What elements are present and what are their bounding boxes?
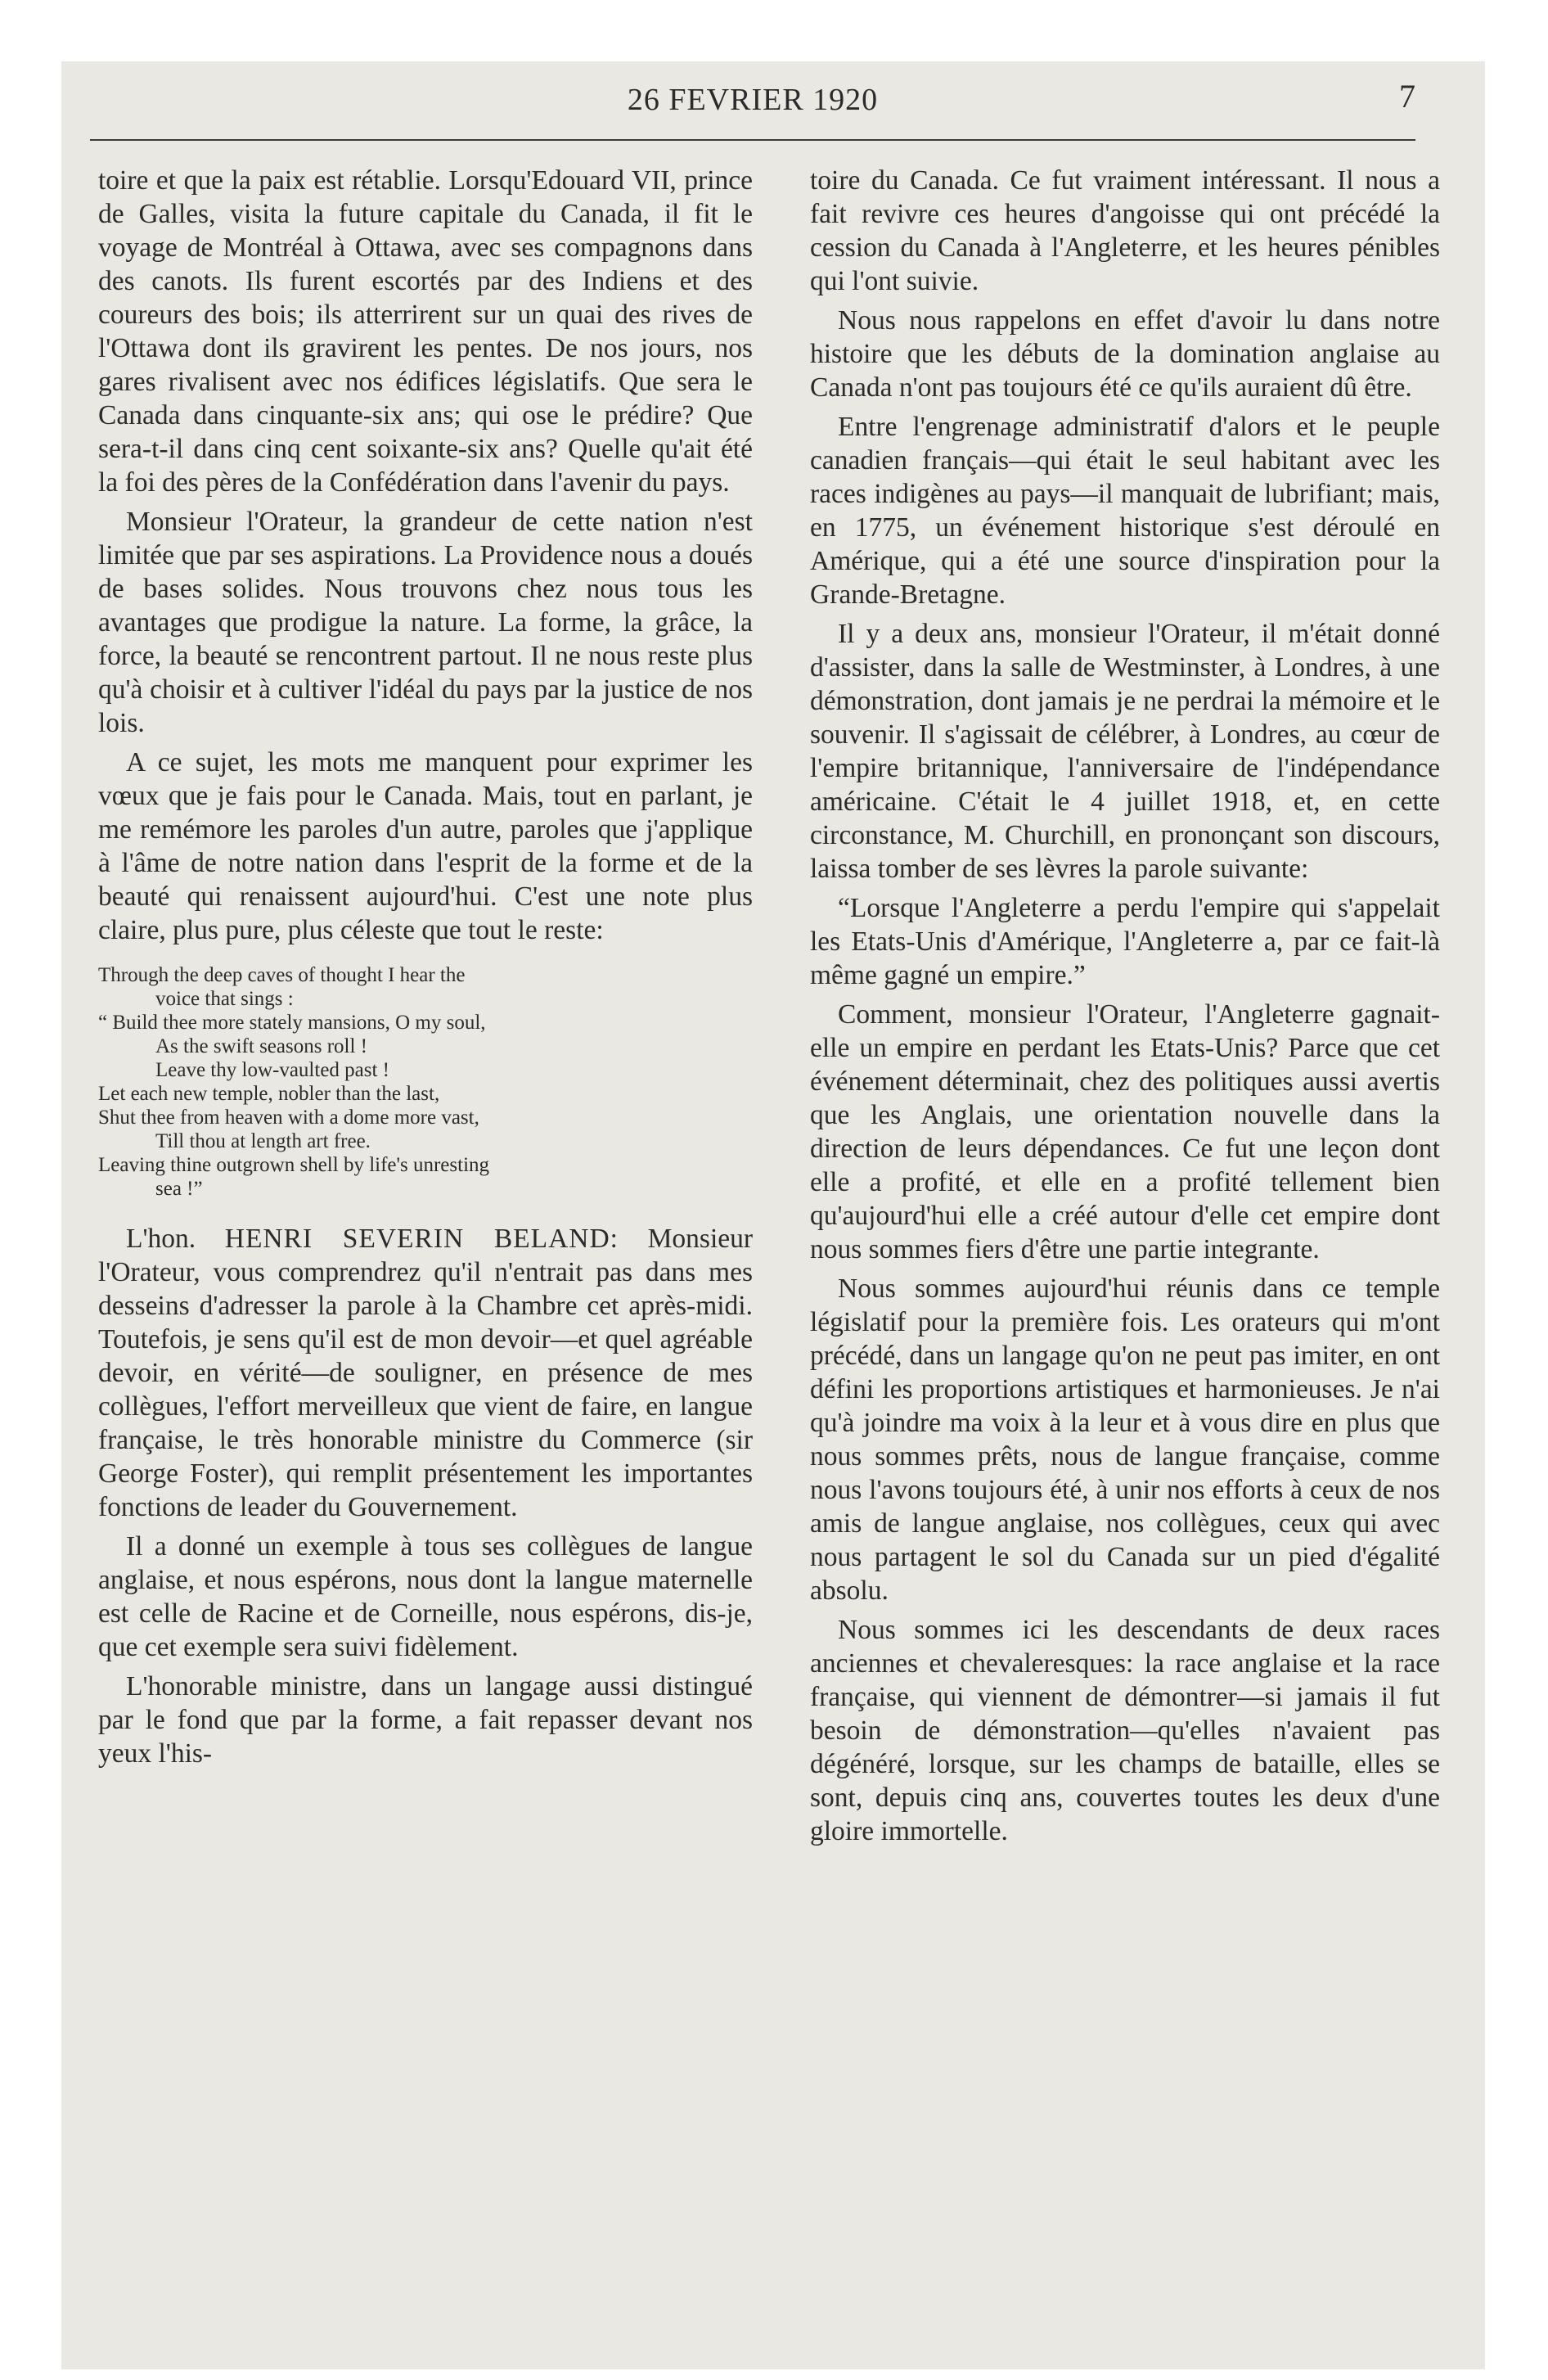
poem-line: Through the deep caves of thought I hear the bbox=[98, 964, 466, 986]
poem-line: Shut thee from heaven with a dome more vast, bbox=[98, 1107, 479, 1129]
paragraph: Comment, monsieur l'Orateur, l'Angleterre gagnait-elle un empire en perdant les Etats-Unis? Parce que cet événement déterminait, chez des politiques aussi avertis que les Anglais, une orientation nouvelle dans la direction de leurs dépendances. Ce fut une leçon dont elle a profité, et elle en a profité tellement bien qu'aujourd'hui elle a créé autour d'elle cet empire dont nous sommes fiers d'être une partie integrante. bbox=[810, 999, 1440, 1264]
poem-line: Till thou at length art free. bbox=[155, 1130, 371, 1152]
poem-quote bbox=[98, 963, 753, 1201]
paragraph: toire et que la paix est rétablie. Lorsqu'Edouard VII, prince de Galles, visita la future capitale du Canada, il fit le voyage de Montréal à Ottawa, avec ses compagnons dans des canots. Ils furent escortés par des Indiens et des coureurs des bois; ils atterrirent sur un quai des rives de l'Ottawa dont ils gravirent les pentes. De nos jours, nos gares rivalisent avec nos édifices législatifs. Que sera le Canada dans cinquante-six ans; qui ose le prédire? Que sera-t-il dans cinq cent soixante-six ans? Quelle qu'ait été la foi des pères de la Confédération dans l'avenir du pays. bbox=[98, 165, 753, 498]
poem-line: sea !” bbox=[155, 1178, 203, 1200]
paragraph: Nous nous rappelons en effet d'avoir lu dans notre histoire que les débuts de la domination anglaise au Canada n'ont pas toujours été ce qu'ils auraient dû être. bbox=[810, 305, 1440, 403]
page-number: 7 bbox=[1399, 78, 1415, 115]
speaker-prefix: L'hon. bbox=[126, 1224, 196, 1254]
speech-text: Monsieur l'Orateur, vous comprendrez qu'il n'entrait pas dans mes desseins d'adresser la parole à la Chambre cet après-midi. Toutefois, je sens qu'il est de mon devoir—et quel agréable devoir, en vérité—de souligner, en présence de mes collègues, l'effort merveilleux que vient de faire, en langue française, le très honorable ministre du Commerce (sir George Foster), qui remplit présentement les importantes fonctions de leader du Gouvernement. bbox=[98, 1224, 754, 1522]
speaker-name: HENRI SEVERIN BELAND: bbox=[224, 1224, 619, 1254]
paragraph: A ce sujet, les mots me manquent pour exprimer les vœux que je fais pour le Canada. Mais, tout en parlant, je me remémore les paroles d'un autre, paroles que j'applique à l'âme de notre nation dans l'esprit de la forme et de la beauté qui renaissent aujourd'hui. C'est une note plus claire, plus pure, plus céleste que tout le reste: bbox=[98, 747, 753, 945]
right-column bbox=[810, 164, 1440, 1854]
poem-line: voice that sings : bbox=[155, 988, 294, 1010]
paragraph: toire du Canada. Ce fut vraiment intéressant. Il nous a fait revivre ces heures d'angoisse qui ont précédé la cession du Canada à l'Angleterre, et les heures pénibles qui l'ont suivie. bbox=[810, 165, 1440, 296]
left-column bbox=[98, 164, 753, 1776]
issue-date: 26 FEVRIER 1920 bbox=[627, 83, 879, 117]
poem-line: Leaving thine outgrown shell by life's unresting bbox=[98, 1154, 490, 1176]
paragraph: Monsieur l'Orateur, la grandeur de cette nation n'est limitée que par ses aspirations. La Providence nous a doués de bases solides. Nous trouvons chez nous tous les avantages que prodigue la nature. La forme, la grâce, la force, la beauté se rencontrent partout. Il ne nous reste plus qu'à choisir et à cultiver l'idéal du pays par la justice de nos lois. bbox=[98, 507, 753, 738]
poem-line: “ Build thee more stately mansions, O my soul, bbox=[98, 1012, 486, 1034]
paragraph: Il y a deux ans, monsieur l'Orateur, il m'était donné d'assister, dans la salle de Westminster, à Londres, à une démonstration, dont jamais je ne perdrai la mémoire et le souvenir. Il s'agissait de célébrer, à Londres, au cœur de l'empire britannique, l'anniversaire de l'indépendance américaine. C'était le 4 juillet 1918, et, en cette circonstance, M. Churchill, en prononçant son discours, laissa tomber de ses lèvres la parole suivante: bbox=[810, 619, 1440, 884]
poem-line: Let each new temple, nobler than the last, bbox=[98, 1083, 440, 1105]
paragraph: Entre l'engrenage administratif d'alors et le peuple canadien français—qui était le seul habitant avec les races indigènes au pays—il manquait de lubrifiant; mais, en 1775, un événement historique s'est déroulé en Amérique, qui a été une source d'inspiration pour la Grande-Bretagne. bbox=[810, 412, 1440, 610]
paragraph: Nous sommes ici les descendants de deux races anciennes et chevaleresques: la race anglaise et la race française, qui viennent de démontrer—si jamais il fut besoin de démonstration—qu'elles n'avaient pas dégénéré, lorsque, sur les champs de bataille, elles se sont, depuis cinq ans, couvertes toutes les deux d'une gloire immortelle. bbox=[810, 1615, 1440, 1846]
paragraph: L'honorable ministre, dans un langage aussi distingué par le fond que par la forme, a fait repasser devant nos yeux l'his- bbox=[98, 1671, 753, 1769]
page-header bbox=[90, 78, 1415, 139]
poem-line: As the swift seasons roll ! bbox=[155, 1035, 367, 1057]
quotation: “Lorsque l'Angleterre a perdu l'empire qui s'appelait les Etats-Unis d'Amérique, l'Angleterre a, par ce fait-là même gagné un empire.” bbox=[810, 893, 1440, 990]
speech-paragraph bbox=[98, 1222, 753, 1524]
paragraph: Il a donné un exemple à tous ses collègues de langue anglaise, et nous espérons, nous dont la langue maternelle est celle de Racine et de Corneille, nous espérons, dis-je, que cet exemple sera suivi fidèlement. bbox=[98, 1531, 753, 1662]
header-rule bbox=[90, 139, 1415, 141]
poem-line: Leave thy low-vaulted past ! bbox=[155, 1059, 390, 1081]
paragraph: Nous sommes aujourd'hui réunis dans ce temple législatif pour la première fois. Les orateurs qui m'ont précédé, dans un langage qu'on ne peut pas imiter, en ont défini les proportions artistiques et harmonieuses. Je n'ai qu'à joindre ma voix à la leur et à vous dire en plus que nous sommes prêts, nous de langue française, comme nous l'avons toujours été, à unir nos efforts à ceux de nos amis de langue anglaise, nos collègues, ceux qui avec nous partagent le sol du Canada sur un pied d'égalité absolu. bbox=[810, 1273, 1440, 1606]
